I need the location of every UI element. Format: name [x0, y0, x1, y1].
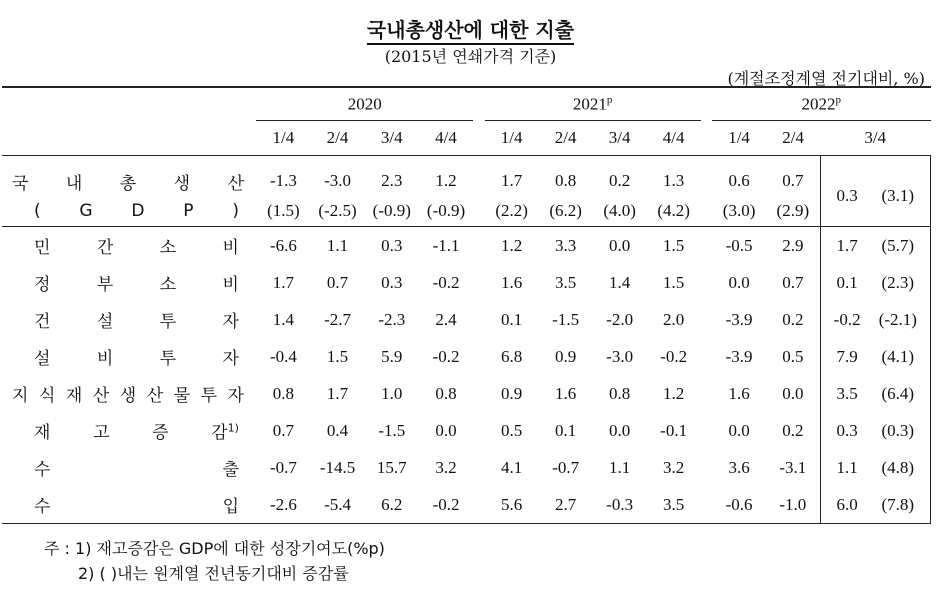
- gdp-value: 0.6: [728, 171, 750, 190]
- year-header: 2020: [256, 87, 473, 121]
- cell-value: 5.6: [485, 486, 539, 524]
- cell-value: 1.6: [555, 383, 577, 403]
- row-label: 정 부 소 비: [34, 275, 239, 295]
- cell-value: 0.0: [435, 420, 457, 440]
- gdp-yoy-value: (2.9): [766, 196, 820, 227]
- unit-note: (계절조정계열 전기대비, %): [727, 69, 925, 88]
- cell-value: -0.2: [432, 346, 460, 366]
- quarter-header: 1/4: [712, 121, 766, 156]
- quarter-header: 1/4: [485, 121, 539, 156]
- year-header: 2022$^p$: [712, 87, 930, 121]
- row-label: 수 출: [34, 460, 239, 480]
- gdp-value: 0.2: [609, 171, 631, 190]
- gdp-value: -1.3: [269, 171, 297, 190]
- cell-value: 0.0: [609, 235, 631, 255]
- table-row: [2, 412, 931, 449]
- cell-value: 3.5: [647, 486, 701, 524]
- cell-value: 15.7: [376, 457, 407, 477]
- cell-value: 0.5: [782, 346, 804, 366]
- row-label: 민 간 소 비: [34, 238, 239, 258]
- cell-value: 0.3: [381, 235, 403, 255]
- gdp-yoy-value: (4.0): [593, 196, 647, 227]
- cell-value: -0.2: [419, 486, 473, 524]
- latest-cell: 7.9 (4.1): [820, 338, 930, 375]
- cell-value: 0.2: [782, 420, 804, 440]
- cell-value: 3.5: [555, 272, 577, 292]
- cell-value: -2.3: [378, 309, 406, 329]
- cell-value: 4.1: [501, 457, 523, 477]
- cell-value: 1.4: [609, 272, 631, 292]
- cell-value: -3.9: [725, 346, 753, 366]
- gdp-value: -3.0: [324, 171, 351, 190]
- cell-value: 1.6: [728, 383, 750, 403]
- cell-value: 0.8: [609, 383, 631, 403]
- cell-value: 6.8: [501, 346, 523, 366]
- cell-value: 1.2: [501, 235, 523, 255]
- cell-value: -3.0: [606, 346, 634, 366]
- cell-value: 0.9: [555, 346, 577, 366]
- table-row: [2, 338, 931, 375]
- cell-value: 0.9: [501, 383, 523, 403]
- table-row: [2, 227, 931, 265]
- cell-value: 0.0: [728, 420, 750, 440]
- cell-value: 1.5: [663, 235, 685, 255]
- cell-value: 0.7: [326, 272, 349, 292]
- cell-value: 2.4: [435, 309, 457, 329]
- gdp-yoy-value: (1.5): [256, 196, 310, 227]
- gdp-value: 1.7: [501, 171, 523, 190]
- gdp-yoy-value: (6.2): [539, 196, 593, 227]
- latest-cell: 0.1 (2.3): [820, 264, 930, 301]
- cell-value: 1.4: [272, 309, 295, 329]
- cell-value: -1.5: [378, 420, 406, 440]
- cell-value: 1.6: [501, 272, 523, 292]
- cell-value: 3.2: [435, 457, 457, 477]
- cell-value: -1.0: [766, 486, 820, 524]
- footnote-2: 2) ( )내는 원계열 전년동기대비 증감률: [78, 564, 349, 583]
- gdp-yoy-value: (-0.9): [365, 196, 419, 227]
- cell-value: 1.5: [663, 272, 685, 292]
- quarter-header: 3/4: [820, 121, 930, 156]
- cell-value: -2.0: [606, 309, 634, 329]
- cell-value: 0.2: [782, 309, 804, 329]
- latest-cell: 3.5 (6.4): [820, 375, 930, 412]
- latest-cell: 1.7 (5.7): [820, 227, 930, 265]
- quarter-header: 2/4: [539, 121, 593, 156]
- gdp-yoy-row: [2, 196, 931, 227]
- cell-value: -3.9: [725, 309, 753, 329]
- cell-value: -1.5: [552, 309, 580, 329]
- row-label: ( G D P ): [34, 201, 239, 221]
- gdp-yoy-value: (-0.9): [419, 196, 473, 227]
- cell-value: 5.9: [381, 346, 403, 366]
- latest-cell: 1.1 (4.8): [820, 449, 930, 486]
- cell-value: 0.3: [381, 272, 403, 292]
- gdp-value: 0.8: [555, 171, 577, 190]
- cell-value: -0.1: [660, 420, 688, 440]
- cell-value: 0.5: [501, 420, 523, 440]
- cell-value: 6.2: [365, 486, 419, 524]
- cell-value: 0.4: [326, 420, 349, 440]
- cell-value: -3.1: [779, 457, 807, 477]
- latest-cell: 6.0 (7.8): [820, 486, 930, 524]
- table-subtitle: (2015년 연쇄가격 기준): [384, 47, 557, 66]
- cell-value: 0.8: [435, 383, 457, 403]
- cell-value: 0.8: [272, 383, 295, 403]
- cell-value: 2.7: [539, 486, 593, 524]
- cell-value: 1.0: [381, 383, 403, 403]
- row-label: 수 입: [34, 497, 239, 517]
- latest-cell: -0.2 (-2.1): [820, 301, 930, 338]
- cell-value: 1.1: [326, 235, 349, 255]
- cell-value: -1.1: [432, 235, 460, 255]
- gdp-yoy-value: (4.2): [647, 196, 701, 227]
- cell-value: 1.1: [609, 457, 631, 477]
- cell-value: -0.4: [269, 346, 297, 366]
- row-label: 지 식 재 산 생 산 물 투 자: [12, 386, 244, 406]
- cell-value: 3.6: [728, 457, 750, 477]
- cell-value: -2.6: [256, 486, 310, 524]
- cell-value: 2.0: [663, 309, 685, 329]
- cell-value: -2.7: [324, 309, 351, 329]
- row-label: 건 설 투 자: [34, 312, 239, 332]
- cell-value: 0.0: [728, 272, 750, 292]
- cell-value: 3.2: [663, 457, 685, 477]
- gdp-expenditure-table: [2, 86, 931, 524]
- cell-value: 0.1: [501, 309, 523, 329]
- cell-value: -0.2: [432, 272, 460, 292]
- footnote-1: 주 : 1) 재고증감은 GDP에 대한 성장기여도(%p): [44, 539, 385, 558]
- cell-value: -0.6: [712, 486, 766, 524]
- cell-value: 1.7: [272, 272, 295, 292]
- gdp-yoy-value: (2.2): [485, 196, 539, 227]
- cell-value: -5.4: [310, 486, 364, 524]
- footnotes: [44, 536, 385, 586]
- cell-value: -6.6: [269, 235, 297, 255]
- row-label: 설 비 투 자: [34, 349, 239, 369]
- cell-value: 0.0: [782, 383, 804, 403]
- cell-value: 0.7: [272, 420, 295, 440]
- table-row: [2, 301, 931, 338]
- cell-value: 1.2: [663, 383, 685, 403]
- gdp-value: 0.7: [782, 171, 804, 190]
- quarter-header: 1/4: [256, 121, 310, 156]
- cell-value: -0.5: [725, 235, 753, 255]
- cell-value: 2.9: [782, 235, 804, 255]
- gdp-yoy-value: (3.0): [712, 196, 766, 227]
- table-row: [2, 375, 931, 412]
- cell-value: -0.7: [269, 457, 297, 477]
- quarter-header: 3/4: [365, 121, 419, 156]
- table-title: 국내총생산에 대한 지출: [0, 14, 941, 43]
- gdp-yoy-value: (-2.5): [310, 196, 364, 227]
- gdp-row: [2, 156, 931, 197]
- quarter-header: 4/4: [647, 121, 701, 156]
- cell-value: -0.2: [660, 346, 688, 366]
- cell-value: 3.3: [555, 235, 577, 255]
- cell-value: 0.1: [555, 420, 577, 440]
- cell-value: 0.7: [782, 272, 804, 292]
- cell-value: -0.3: [593, 486, 647, 524]
- gdp-value: 2.3: [381, 171, 403, 190]
- table-row: [2, 264, 931, 301]
- table-row: [2, 486, 931, 524]
- latest-cell: 0.3 (0.3): [820, 412, 930, 449]
- table-row: [2, 449, 931, 486]
- quarter-header: 3/4: [593, 121, 647, 156]
- year-header: 2021$^p$: [485, 87, 701, 121]
- quarter-header: 4/4: [419, 121, 473, 156]
- quarter-header: 2/4: [766, 121, 820, 156]
- row-label: 재 고 증 감$^{1)}$: [34, 421, 239, 443]
- gdp-latest-cell: 0.3 (3.1): [820, 156, 930, 227]
- cell-value: -14.5: [319, 457, 356, 477]
- cell-value: -0.7: [552, 457, 580, 477]
- quarter-header: 2/4: [310, 121, 364, 156]
- cell-value: 1.5: [326, 346, 349, 366]
- cell-value: 1.7: [326, 383, 349, 403]
- gdp-value: 1.3: [663, 171, 685, 190]
- cell-value: 0.0: [609, 420, 631, 440]
- row-label: 국 내 총 생 산: [12, 173, 244, 194]
- gdp-value: 1.2: [435, 171, 457, 190]
